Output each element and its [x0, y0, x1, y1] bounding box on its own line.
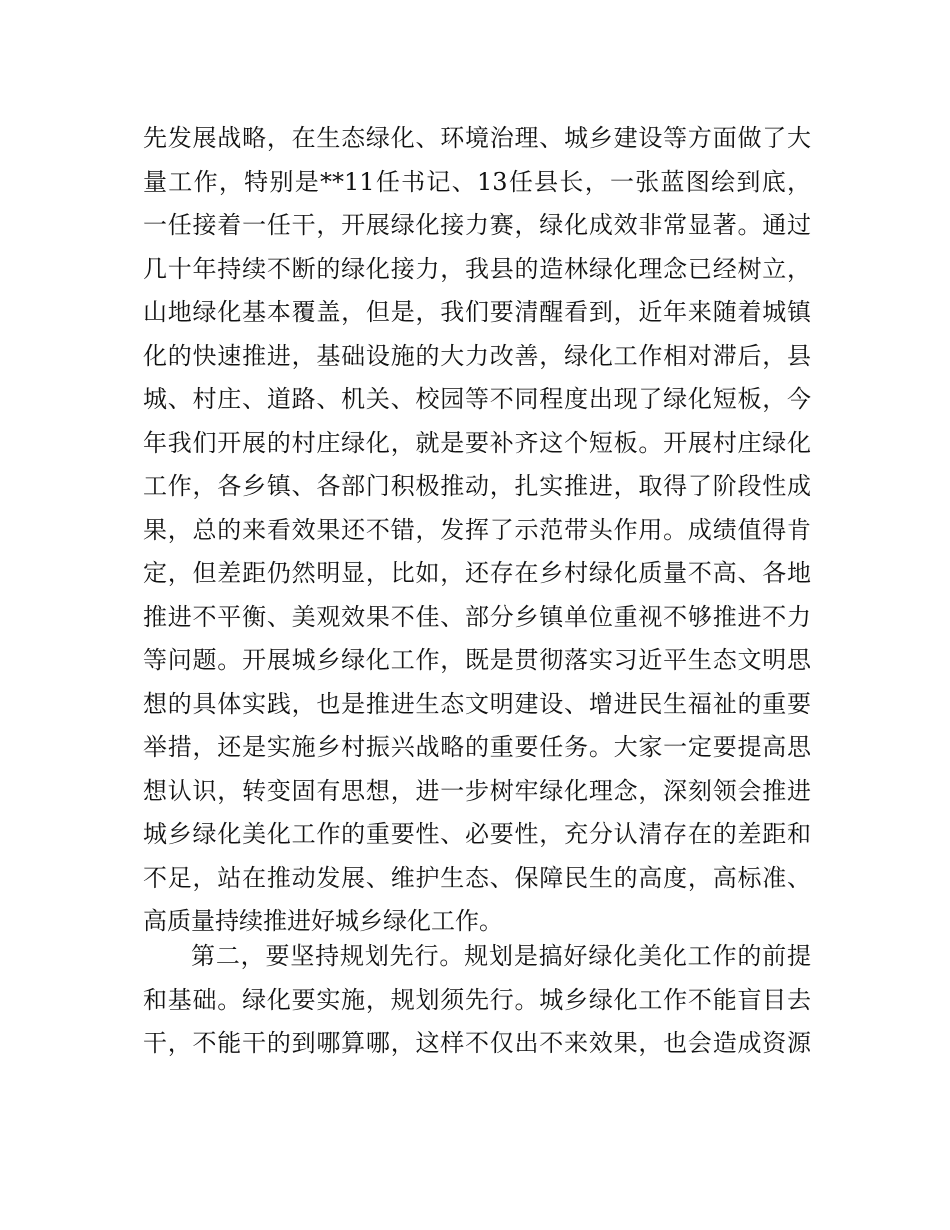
paragraph-planning-first: [143, 935, 811, 1066]
text-line: 城、村庄、道路、机关、校园等不同程度出现了绿化短板，今: [143, 385, 811, 413]
text-line: 定，但差距仍然明显，比如，还存在乡村绿化质量不高、各地: [143, 559, 811, 587]
text-line: 工作，各乡镇、各部门积极推动，扎实推进，取得了阶段性成: [143, 472, 811, 500]
text-line: 一任接着一任干，开展绿化接力赛，绿化成效非常显著。通过: [143, 211, 811, 239]
text-line: 想的具体实践，也是推进生态文明建设、增进民生福祉的重要: [143, 689, 811, 718]
text-line: 干，不能干的到哪算哪，这样不仅出不来效果，也会造成资源: [143, 1029, 811, 1057]
text-line: 山地绿化基本覆盖，但是，我们要清醒看到，近年来随着城镇: [143, 298, 811, 326]
text-line: 城乡绿化美化工作的重要性、必要性，充分认清存在的差距和: [143, 820, 811, 848]
paragraph-greening-achievements: [143, 117, 811, 944]
text-line: 高质量持续推进好城乡绿化工作。: [143, 907, 503, 935]
text-line: 先发展战略，在生态绿化、环境治理、城乡建设等方面做了大: [143, 124, 811, 152]
text-line: 量工作，特别是**11任书记、13任县长，一张蓝图绘到底，: [143, 167, 811, 196]
text-line: 几十年持续不断的绿化接力，我县的造林绿化理念已经树立，: [143, 254, 811, 283]
text-line: 第二，要坚持规划先行。规划是搞好绿化美化工作的前提: [191, 942, 811, 970]
text-line: 举措，还是实施乡村振兴战略的重要任务。大家一定要提高思: [143, 733, 811, 761]
text-line: 等问题。开展城乡绿化工作，既是贯彻落实习近平生态文明思: [143, 646, 811, 674]
text-line: 果，总的来看效果还不错，发挥了示范带头作用。成绩值得肯: [143, 515, 811, 544]
text-line: 年我们开展的村庄绿化，就是要补齐这个短板。开展村庄绿化: [143, 428, 811, 457]
text-line: 想认识，转变固有思想，进一步树牢绿化理念，深刻领会推进: [143, 776, 811, 805]
text-line: 化的快速推进，基础设施的大力改善，绿化工作相对滞后，县: [143, 341, 811, 370]
text-line: 不足，站在推动发展、维护生态、保障民生的高度，高标准、: [143, 863, 811, 892]
text-line: 和基础。绿化要实施，规划须先行。城乡绿化工作不能盲目去: [143, 985, 811, 1014]
text-line: 推进不平衡、美观效果不佳、部分乡镇单位重视不够推进不力: [143, 602, 811, 631]
